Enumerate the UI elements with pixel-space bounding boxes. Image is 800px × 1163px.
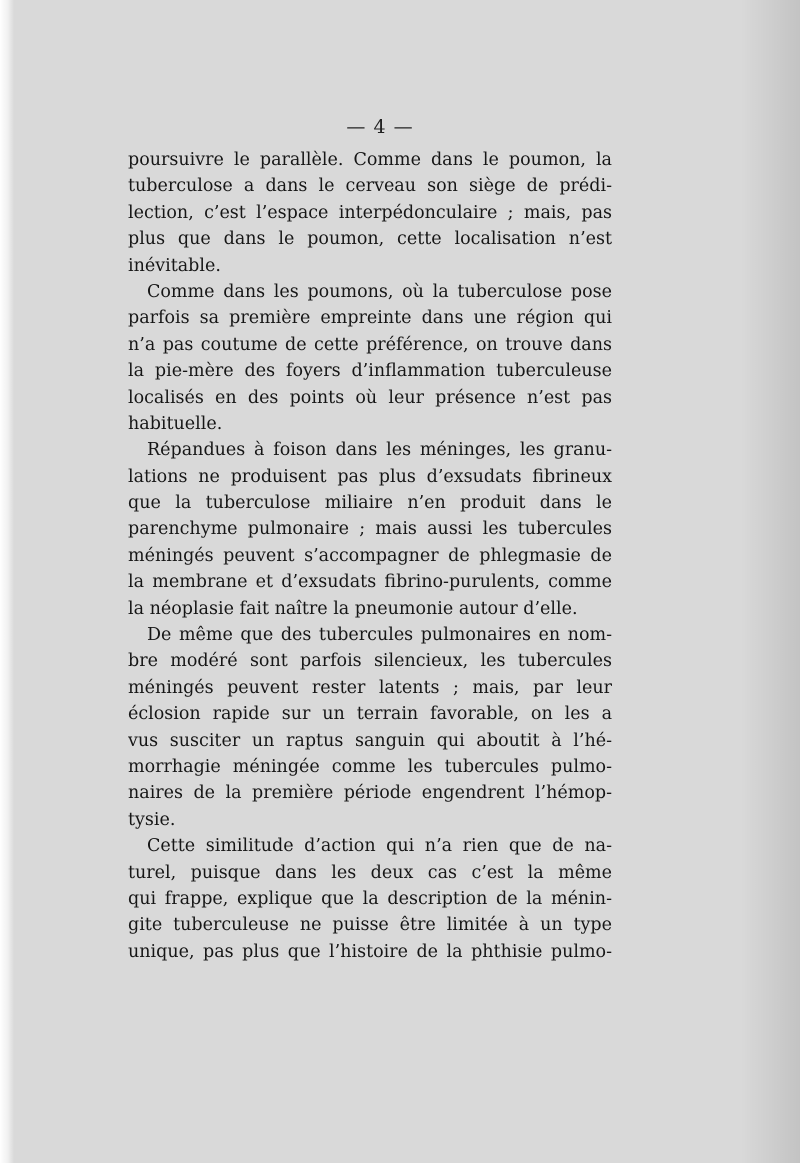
text-line: n’a pas coutume de cette préférence, on trouve dans <box>128 334 612 355</box>
text-line: méningés peuvent s’accompagner de phlegmasie de <box>128 545 612 566</box>
paragraph <box>128 622 612 833</box>
body-text <box>128 147 612 965</box>
text-line: parfois sa première empreinte dans une région qui <box>128 308 612 329</box>
text-line: De même que des tubercules pulmonaires en nom- <box>147 625 612 646</box>
text-line: morrhagie méningée comme les tubercules pulmo- <box>128 756 612 777</box>
text-line: méningés peuvent rester latents ; mais, par leur <box>128 677 612 698</box>
text-line: la pie-mère des foyers d’inflammation tuberculeuse <box>128 361 612 382</box>
text-line: tuberculose a dans le cerveau son siège de prédi- <box>128 176 612 197</box>
gutter-shadow <box>740 0 800 1163</box>
text-line: la membrane et d’exsudats fibrino-purulents, comme <box>128 572 612 593</box>
text-line: lations ne produisent pas plus d’exsudats fibrineux <box>128 466 612 487</box>
text-line: bre modéré sont parfois silencieux, les tubercules <box>128 651 612 672</box>
text-line: parenchyme pulmonaire ; mais aussi les tubercules <box>128 519 612 540</box>
text-line: gite tuberculeuse ne puisse être limitée à un type <box>128 915 612 936</box>
page-edge <box>0 0 14 1163</box>
text-line: Comme dans les poumons, où la tuberculose pose <box>147 281 612 302</box>
text-line: que la tuberculose miliaire n’en produit dans le <box>128 493 612 514</box>
text-line: la néoplasie fait naître la pneumonie autour d’elle. <box>128 598 578 619</box>
text-line: habituelle. <box>128 413 223 434</box>
text-line: localisés en des points où leur présence n’est pas <box>128 387 612 408</box>
paragraph <box>128 833 612 965</box>
text-line: turel, puisque dans les deux cas c’est la même <box>128 862 612 883</box>
paragraph <box>128 147 612 279</box>
text-line: plus que dans le poumon, cette localisation n’est <box>128 229 612 250</box>
text-line: qui frappe, explique que la description de la ménin- <box>128 888 612 909</box>
text-line: poursuivre le parallèle. Comme dans le poumon, la <box>128 150 612 170</box>
text-line: unique, pas plus que l’histoire de la phthisie pulmo- <box>128 941 612 962</box>
paragraph <box>128 437 612 622</box>
text-line: naires de la première période engendrent l’hémop- <box>128 783 612 804</box>
page-number: — 4 — <box>346 116 414 138</box>
text-line: vus susciter un raptus sanguin qui aboutit à l’hé- <box>128 730 612 751</box>
text-line: lection, c’est l’espace interpédonculaire ; mais, pas <box>128 202 612 223</box>
paragraph <box>128 279 612 437</box>
text-line: tysie. <box>128 809 176 830</box>
text-line: éclosion rapide sur un terrain favorable, on les a <box>128 704 612 725</box>
text-line: inévitable. <box>128 255 221 276</box>
text-line: Cette similitude d’action qui n’a rien que de na- <box>147 836 612 857</box>
text-line: Répandues à foison dans les méninges, les granu- <box>147 440 612 461</box>
